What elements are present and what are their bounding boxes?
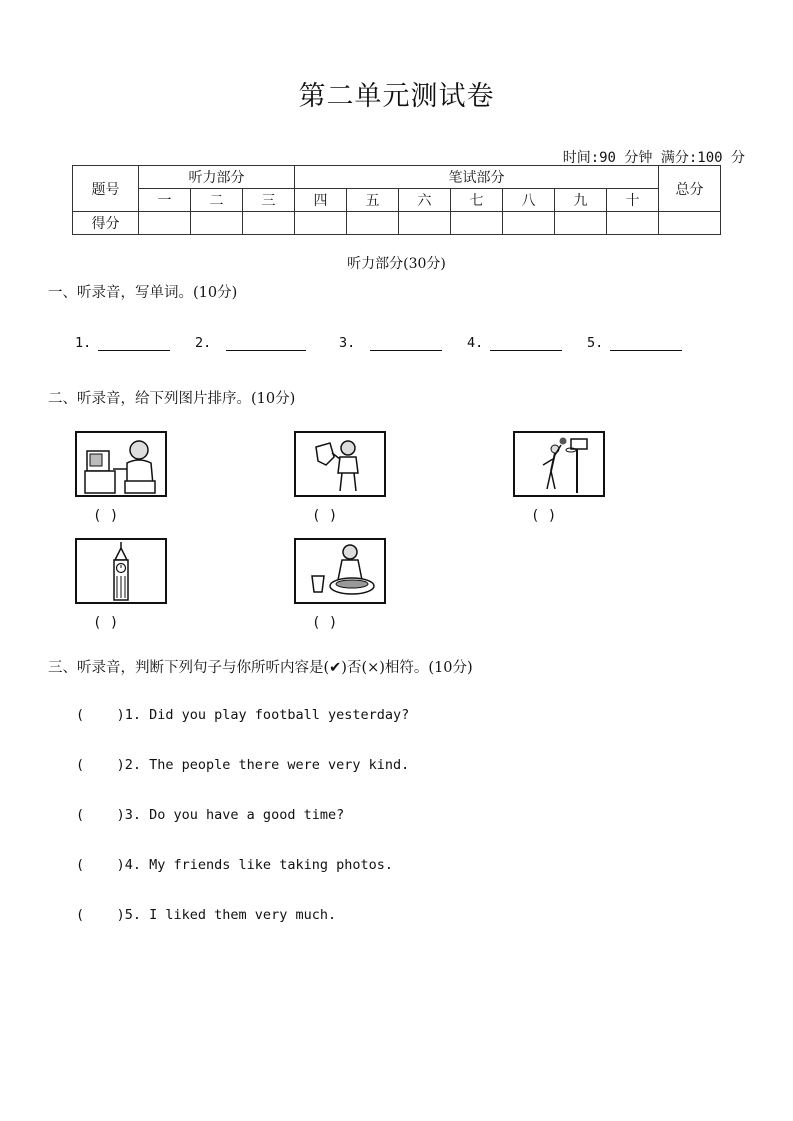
score-cell[interactable] [503, 212, 555, 235]
blank-label-3: 3. [339, 335, 356, 351]
basketball-picture [513, 431, 605, 497]
col-10: 十 [607, 189, 659, 212]
col-9: 九 [555, 189, 607, 212]
big-ben-picture [75, 538, 167, 604]
col-7: 七 [451, 189, 503, 212]
score-cell[interactable] [243, 212, 295, 235]
computer-picture [75, 431, 167, 497]
score-cell[interactable] [139, 212, 191, 235]
page-title: 第二单元测试卷 [298, 81, 495, 112]
judge-item-3[interactable]: ( )3. Do you have a good time? [76, 807, 345, 823]
header-tihao: 题号 [73, 166, 139, 212]
judge-item-2[interactable]: ( )2. The people there were very kind. [76, 757, 410, 773]
answer-paren-1[interactable]: ( ) [93, 508, 119, 524]
q3-heading: 三、听录音，判断下列句子与你所听内容是(✔)否(×)相符。(10分) [48, 660, 473, 676]
blank-5[interactable] [610, 349, 682, 351]
answer-paren-4[interactable]: ( ) [93, 615, 119, 631]
exam-meta: 时间:90 分钟 满分:100 分 [562, 150, 745, 166]
score-cell[interactable] [295, 212, 347, 235]
header-total: 总分 [659, 166, 721, 212]
col-8: 八 [503, 189, 555, 212]
blank-4[interactable] [490, 349, 562, 351]
computer-user-icon [77, 433, 165, 495]
answer-paren-3[interactable]: ( ) [531, 508, 557, 524]
judge-item-5[interactable]: ( )5. I liked them very much. [76, 907, 337, 923]
col-5: 五 [347, 189, 399, 212]
score-cell[interactable] [607, 212, 659, 235]
washing-clothes-picture [294, 538, 386, 604]
col-2: 二 [191, 189, 243, 212]
col-4: 四 [295, 189, 347, 212]
answer-paren-5[interactable]: ( ) [312, 615, 338, 631]
clock-tower-icon [77, 540, 165, 602]
judge-item-4[interactable]: ( )4. My friends like taking photos. [76, 857, 393, 873]
blank-3[interactable] [370, 349, 442, 351]
header-writing: 笔试部分 [295, 166, 659, 189]
answer-paren-2[interactable]: ( ) [312, 508, 338, 524]
col-6: 六 [399, 189, 451, 212]
blank-1[interactable] [98, 349, 170, 351]
q1-heading: 一、听录音，写单词。(10分) [48, 285, 238, 301]
score-cell-total[interactable] [659, 212, 721, 235]
blank-2[interactable] [226, 349, 306, 351]
col-1: 一 [139, 189, 191, 212]
score-cell[interactable] [347, 212, 399, 235]
score-cell[interactable] [555, 212, 607, 235]
score-cell[interactable] [399, 212, 451, 235]
q2-heading: 二、听录音，给下列图片排序。(10分) [48, 391, 296, 407]
score-cell[interactable] [451, 212, 503, 235]
basketball-player-icon [515, 433, 603, 495]
judge-item-1[interactable]: ( )1. Did you play football yesterday? [76, 707, 410, 723]
blank-label-1: 1. [75, 335, 92, 351]
blank-label-2: 2. [195, 335, 212, 351]
cleaning-window-picture [294, 431, 386, 497]
row-defen: 得分 [73, 212, 139, 235]
col-3: 三 [243, 189, 295, 212]
blank-label-4: 4. [467, 335, 484, 351]
score-cell[interactable] [191, 212, 243, 235]
girl-cleaning-icon [296, 433, 384, 495]
header-listening: 听力部分 [139, 166, 295, 189]
blank-label-5: 5. [587, 335, 604, 351]
listening-section-title: 听力部分(30分) [347, 256, 446, 272]
score-table [72, 165, 721, 235]
girl-washing-icon [296, 540, 384, 602]
